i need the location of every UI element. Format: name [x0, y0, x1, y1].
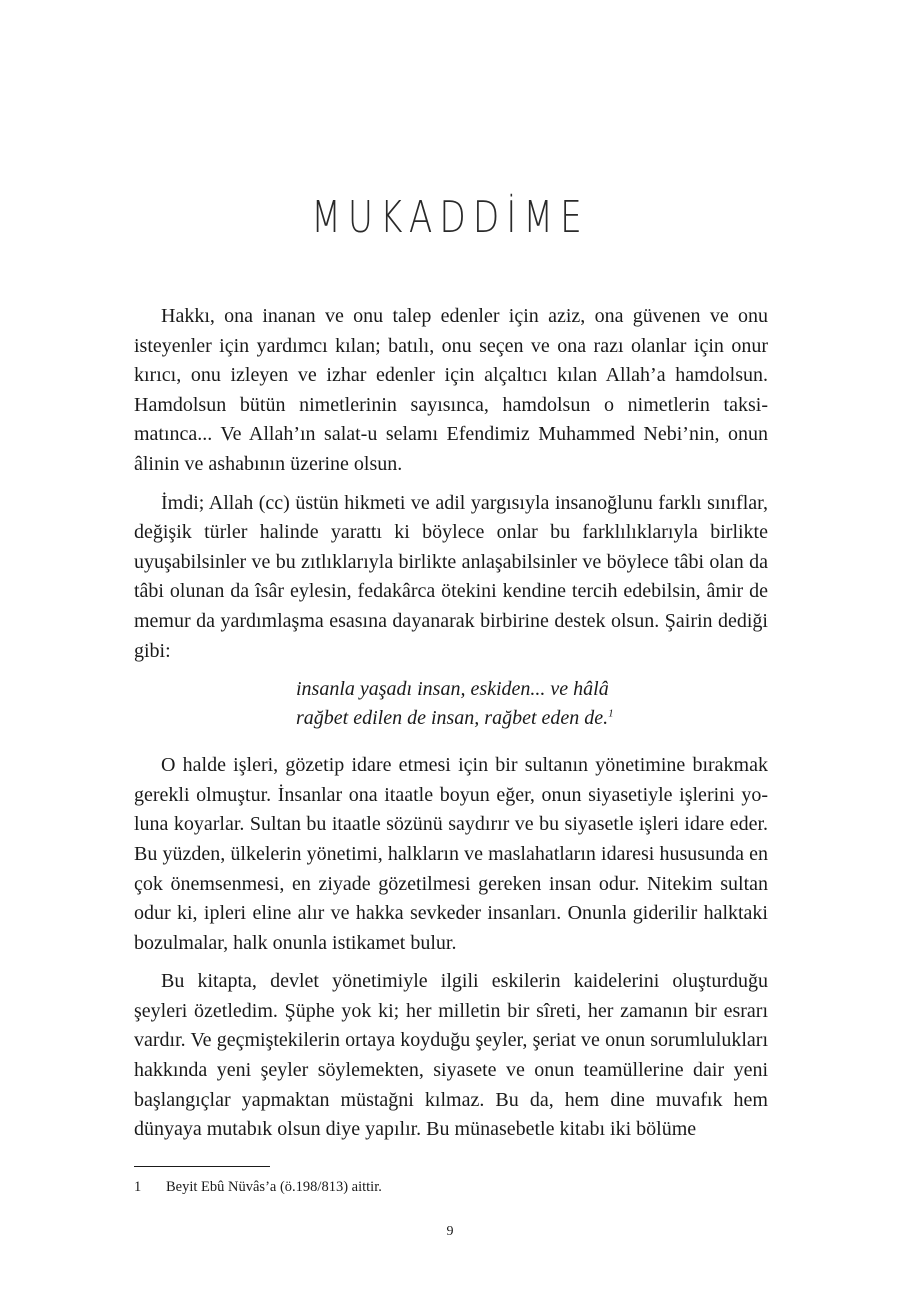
- paragraph-1: Hakkı, ona inanan ve onu talep edenler için aziz, ona güvenen ve onu isteyenler için yardımcı kılan; batılı, onu seçen ve ona razı olanlar için onur kırıcı, onu izleyen ve izhar edenler için alçaltıcı kılan Allah’a hamdolsun. Hamdolsun bütün nimetlerinin sayısınca, hamdolsun o nimetlerin taksimatınca... Ve Allah’ın salat-u selamı Efendimiz Muhammed Nebi’nin, onun âlinin ve ashabının üzerine olsun.: [134, 305, 768, 475]
- body-text: [134, 302, 768, 1154]
- verse-line-1: insanla yaşadı insan, eskiden... ve hâlâ: [296, 678, 609, 701]
- paragraph-3: O halde işleri, gözetip idare etmesi için bir sultanın yönetimine bırakmak gerekli olmuştur. İnsanlar ona itaatle boyun eğer, onun siyasetiyle işlerini yoluna koyarlar. Sultan bu itaatle sözünü saydırır ve bu siyasetle işleri idare eder. Bu yüzden, ülkelerin yönetimi, halkların ve maslahatların idaresi hususunda en çok önemsenmesi, en ziyade gözetilmesi gereken insan odur. Nitekim sultan odur ki, ipleri eline alır ve hakka sevkeder insanları. Onunla giderilir halktaki bozulmalar, halk onunla istikamet bulur.: [134, 754, 768, 954]
- footnote-text: Beyit Ebû Nüvâs’a (ö.198/813) aittir.: [166, 1179, 382, 1195]
- verse-line-2-text: rağbet edilen de insan, rağbet eden de.: [296, 707, 609, 730]
- footnote-number: 1: [134, 1179, 142, 1195]
- verse-quote: [296, 675, 768, 733]
- page-number: 9: [446, 1224, 454, 1239]
- paragraph-2: İmdi; Allah (cc) üstün hikmeti ve adil yargısıyla insanoğlunu farklı sınıflar, değişik türler halinde yarattı ki böylece onlar bu farklılıklarıyla birlikte uyuşabilsinler ve bu zıtlıklarıyla birlikte anlaşabilsinler ve böylece tâbi olan da tâbi olunan da îsâr eylesin, fedakârca ötekini kendine tercih edebilsin, âmir de memur da yardımlaşma esasına dayanarak birbirine destek olsun. Şairin dediği gibi:: [134, 491, 768, 662]
- footnote-reference: 1: [608, 707, 614, 720]
- footnote: [134, 1179, 382, 1196]
- chapter-title: MUKADDİME: [311, 192, 589, 243]
- verse-line-2: [296, 704, 768, 733]
- paragraph-4: Bu kitapta, devlet yönetimiyle ilgili eskilerin kaidelerini oluşturduğu şeyleri özetledim. Şüphe yok ki; her milletin bir sîreti, her zamanın bir esrarı vardır. Ve geçmiştekilerin ortaya koyduğu şeyler, şeriat ve onun sorumlulukları hakkında yeni şeyler söylemekten, siyasete ve onun teamüllerine dair yeni başlangıçlar yapmaktan müstağni kılmaz. Bu da, hem dine muvafık hem dünyaya mutabık olsun diye yapılır. Bu münasebetle kitabı iki bölüme: [134, 970, 768, 1141]
- footnote-divider: [134, 1166, 270, 1167]
